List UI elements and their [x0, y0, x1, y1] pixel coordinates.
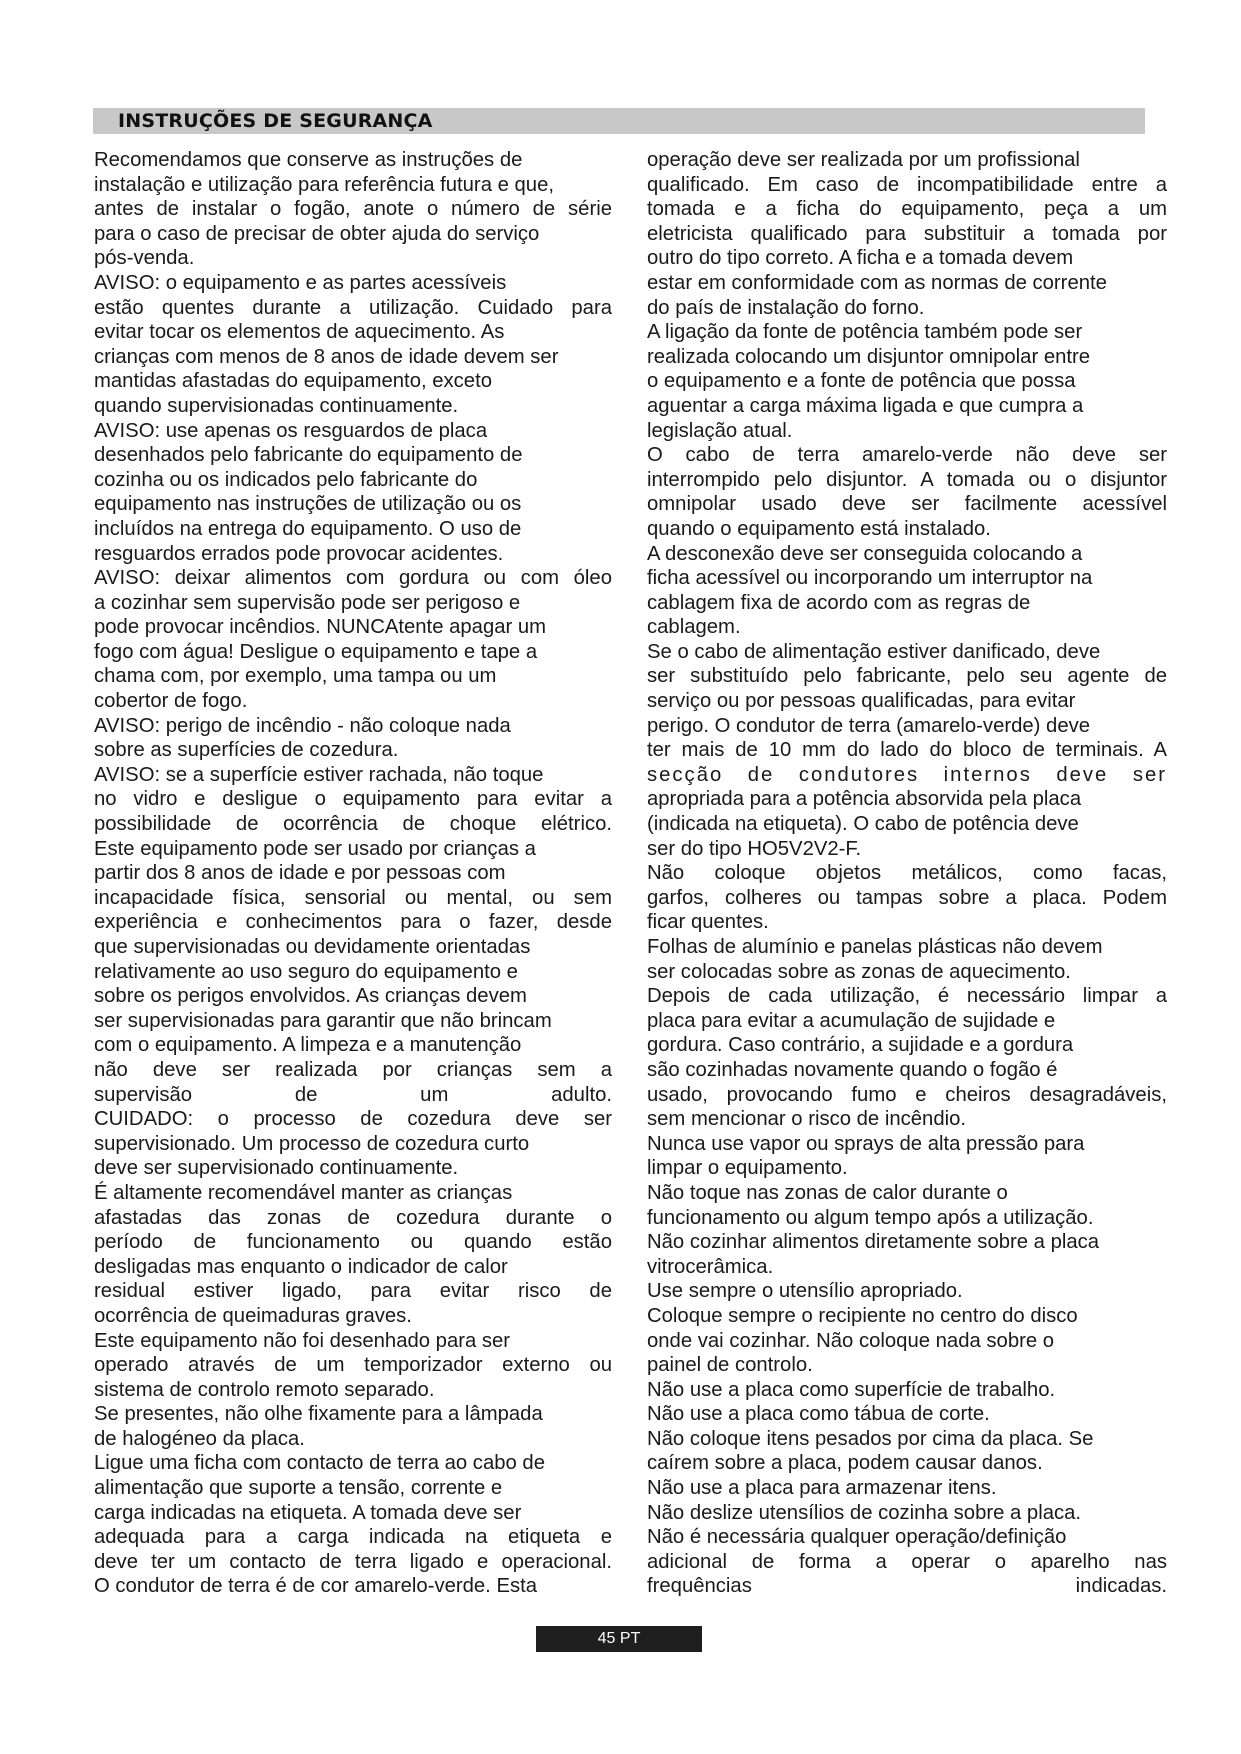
text-line: Recomendamos que conserve as instruções de [94, 149, 523, 171]
text-line: secção de condutores internos deve ser [647, 763, 1167, 786]
text-line: chama com, por exemplo, uma tampa ou um [94, 665, 497, 688]
text-line: evitar tocar os elementos de aquecimento. As [94, 321, 505, 344]
text-line: qualificado. Em caso de incompatibilidade entre a [647, 173, 1167, 196]
text-line: ocorrência de queimaduras graves. [94, 1304, 412, 1327]
text-line: É altamente recomendável manter as crianças [94, 1181, 513, 1204]
text-line: incluídos na entrega do equipamento. O uso de [94, 517, 522, 540]
text-line: AVISO: o equipamento e as partes acessíveis [94, 271, 507, 294]
text-line: quando supervisionadas continuamente. [94, 394, 459, 417]
text-line: Use sempre o utensílio apropriado. [647, 1280, 963, 1303]
left-column [94, 148, 612, 1599]
text-line: Depois de cada utilização, é necessário limpar a [647, 985, 1167, 1008]
text-line: o equipamento e a fonte de potência que possa [647, 370, 1076, 393]
text-line: ser substituído pelo fabricante, pelo seu agente de [647, 665, 1167, 688]
text-line: período de funcionamento ou quando estão [94, 1231, 612, 1254]
text-line: cobertor de fogo. [94, 690, 248, 713]
text-line: Não toque nas zonas de calor durante o [647, 1181, 1008, 1204]
text-line: interrompido pelo disjuntor. A tomada ou o disjuntor [647, 468, 1167, 491]
text-line: ser colocadas sobre as zonas de aquecimento. [647, 960, 1071, 983]
text-line: perigo. O condutor de terra (amarelo-verde) deve [647, 714, 1091, 737]
text-line: Não use a placa para armazenar itens. [647, 1477, 997, 1500]
text-line: são cozinhadas novamente quando o fogão é [647, 1058, 1058, 1081]
text-line: Folhas de alumínio e panelas plásticas não devem [647, 936, 1103, 958]
text-line: de halogéneo da placa. [94, 1427, 305, 1450]
text-line: usado, provocando fumo e cheiros desagradáveis, [647, 1083, 1167, 1106]
text-line: (indicada na etiqueta). O cabo de potência deve [647, 813, 1079, 836]
text-line: relativamente ao uso seguro do equipamento e [94, 960, 518, 983]
right-column [647, 148, 1167, 1599]
text-line: Não cozinhar alimentos diretamente sobre a placa [647, 1231, 1100, 1254]
text-line: desligadas mas enquanto o indicador de calor [94, 1255, 508, 1278]
text-line: experiência e conhecimentos para o fazer, desde [94, 911, 612, 934]
text-line: cablagem. [647, 616, 741, 639]
text-line: a cozinhar sem supervisão pode ser perigoso e [94, 591, 521, 614]
text-line: garfos, colheres ou tampas sobre a placa. Podem [647, 886, 1167, 909]
text-line: O condutor de terra é de cor amarelo-verde. Esta [94, 1575, 538, 1598]
text-line: caírem sobre a placa, podem causar danos. [647, 1452, 1043, 1475]
text-line: sistema de controlo remoto separado. [94, 1378, 435, 1401]
text-line: A desconexão deve ser conseguida colocando a [647, 542, 1083, 565]
section-title: INSTRUÇÕES DE SEGURANÇA [118, 110, 433, 132]
text-line: Não coloque objetos metálicos, como facas, [647, 862, 1167, 885]
text-line: AVISO: se a superfície estiver rachada, não toque [94, 763, 544, 786]
section-header-bar [93, 108, 1145, 134]
text-line: estão quentes durante a utilização. Cuidado para [94, 296, 612, 319]
text-line: ser do tipo HO5V2V2-F. [647, 837, 862, 860]
text-line: ficha acessível ou incorporando um interruptor na [647, 567, 1093, 590]
text-line: frequências indicadas. [647, 1575, 1167, 1598]
text-line: Este equipamento não foi desenhado para ser [94, 1329, 511, 1352]
text-line: placa para evitar a acumulação de sujidade e [647, 1009, 1056, 1032]
text-line: operado através de um temporizador externo ou [94, 1354, 612, 1377]
text-line: afastadas das zonas de cozedura durante o [94, 1206, 612, 1229]
text-line: tomada e a ficha do equipamento, peça a um [647, 198, 1167, 221]
text-line: omnipolar usado deve ser facilmente acessível [647, 493, 1167, 516]
text-line: Não é necessária qualquer operação/definição [647, 1526, 1067, 1549]
text-line: quando o equipamento está instalado. [647, 517, 991, 540]
text-line: funcionamento ou algum tempo após a utilização. [647, 1206, 1094, 1229]
text-line: Coloque sempre o recipiente no centro do disco [647, 1304, 1078, 1327]
text-line: do país de instalação do forno. [647, 296, 925, 319]
text-line: Este equipamento pode ser usado por crianças a [94, 837, 536, 860]
text-line: gordura. Caso contrário, a sujidade e a gordura [647, 1034, 1074, 1057]
page-number: 45 PT [536, 1626, 702, 1652]
text-line: realizada colocando um disjuntor omnipolar entre [647, 345, 1091, 368]
text-line: deve ter um contacto de terra ligado e operacional. [94, 1550, 612, 1573]
text-line: sobre os perigos envolvidos. As crianças devem [94, 985, 527, 1008]
text-line: AVISO: deixar alimentos com gordura ou com óleo [94, 567, 612, 590]
text-line: cozinha ou os indicados pelo fabricante do [94, 468, 478, 491]
text-line: Se presentes, não olhe fixamente para a lâmpada [94, 1403, 543, 1426]
text-line: fogo com água! Desligue o equipamento e tape a [94, 640, 538, 663]
text-line: pode provocar incêndios. NUNCAtente apagar um [94, 616, 547, 639]
text-line: AVISO: use apenas os resguardos de placa [94, 419, 488, 442]
text-line: Não coloque itens pesados por cima da placa. Se [647, 1427, 1094, 1450]
text-line: alimentação que suporte a tensão, corrente e [94, 1477, 503, 1500]
text-line: supervisionado. Um processo de cozedura curto [94, 1132, 530, 1155]
text-line: deve ser supervisionado continuamente. [94, 1157, 459, 1180]
text-line: resguardos errados pode provocar acidentes. [94, 542, 504, 565]
text-line: operação deve ser realizada por um profissional [647, 149, 1080, 171]
text-line: onde vai cozinhar. Não coloque nada sobre o [647, 1329, 1055, 1352]
text-line: residual estiver ligado, para evitar risco de [94, 1280, 612, 1303]
text-line: aguentar a carga máxima ligada e que cumpra a [647, 394, 1084, 417]
text-line: incapacidade física, sensorial ou mental, ou sem [94, 886, 612, 909]
text-line: não deve ser realizada por crianças sem a [94, 1058, 612, 1081]
text-line: no vidro e desligue o equipamento para evitar a [94, 788, 612, 811]
text-line: partir dos 8 anos de idade e por pessoas com [94, 862, 506, 885]
text-line: cablagem fixa de acordo com as regras de [647, 591, 1031, 614]
text-line: CUIDADO: o processo de cozedura deve ser [94, 1108, 612, 1131]
text-line: AVISO: perigo de incêndio - não coloque nada [94, 714, 511, 737]
text-line: vitrocerâmica. [647, 1255, 774, 1278]
text-line: Não use a placa como superfície de trabalho. [647, 1378, 1056, 1401]
text-line: desenhados pelo fabricante do equipamento de [94, 444, 523, 467]
text-line: supervisão de um adulto. [94, 1083, 612, 1106]
text-line: ficar quentes. [647, 911, 769, 934]
text-line: adequada para a carga indicada na etiqueta e [94, 1526, 612, 1549]
text-line: sem mencionar o risco de incêndio. [647, 1108, 967, 1131]
text-line: legislação atual. [647, 419, 793, 442]
text-line: O cabo de terra amarelo-verde não deve ser [647, 444, 1167, 467]
text-line: antes de instalar o fogão, anote o número de série [94, 198, 612, 221]
text-line: carga indicadas na etiqueta. A tomada deve ser [94, 1501, 522, 1524]
text-line: ter mais de 10 mm do lado do bloco de terminais. A [647, 739, 1167, 762]
text-line: Ligue uma ficha com contacto de terra ao cabo de [94, 1452, 545, 1475]
text-line: Não deslize utensílios de cozinha sobre a placa. [647, 1501, 1082, 1524]
text-line: equipamento nas instruções de utilização ou os [94, 493, 522, 516]
text-line: que supervisionadas ou devidamente orientadas [94, 936, 531, 958]
text-line: outro do tipo correto. A ficha e a tomada devem [647, 247, 1074, 270]
text-line: com o equipamento. A limpeza e a manutenção [94, 1034, 522, 1057]
text-line: apropriada para a potência absorvida pela placa [647, 788, 1082, 811]
text-line: para o caso de precisar de obter ajuda do serviço [94, 222, 540, 245]
text-line: pós-venda. [94, 247, 195, 270]
text-line: Não use a placa como tábua de corte. [647, 1403, 990, 1426]
text-line: estar em conformidade com as normas de corrente [647, 271, 1107, 294]
text-line: adicional de forma a operar o aparelho nas [647, 1550, 1167, 1573]
text-line: serviço ou por pessoas qualificadas, para evitar [647, 690, 1076, 713]
text-line: A ligação da fonte de potência também pode ser [647, 321, 1083, 344]
text-line: sobre as superfícies de cozedura. [94, 739, 399, 762]
text-line: painel de controlo. [647, 1354, 813, 1377]
text-line: ser supervisionadas para garantir que não brincam [94, 1009, 552, 1032]
text-line: mantidas afastadas do equipamento, exceto [94, 370, 492, 393]
text-line: instalação e utilização para referência futura e que, [94, 173, 554, 196]
text-line: crianças com menos de 8 anos de idade devem ser [94, 345, 559, 368]
text-line: Nunca use vapor ou sprays de alta pressão para [647, 1132, 1085, 1155]
text-line: possibilidade de ocorrência de choque elétrico. [94, 813, 612, 836]
text-line: limpar o equipamento. [647, 1157, 848, 1180]
text-line: eletricista qualificado para substituir a tomada por [647, 222, 1167, 245]
text-line: Se o cabo de alimentação estiver danificado, deve [647, 640, 1101, 663]
